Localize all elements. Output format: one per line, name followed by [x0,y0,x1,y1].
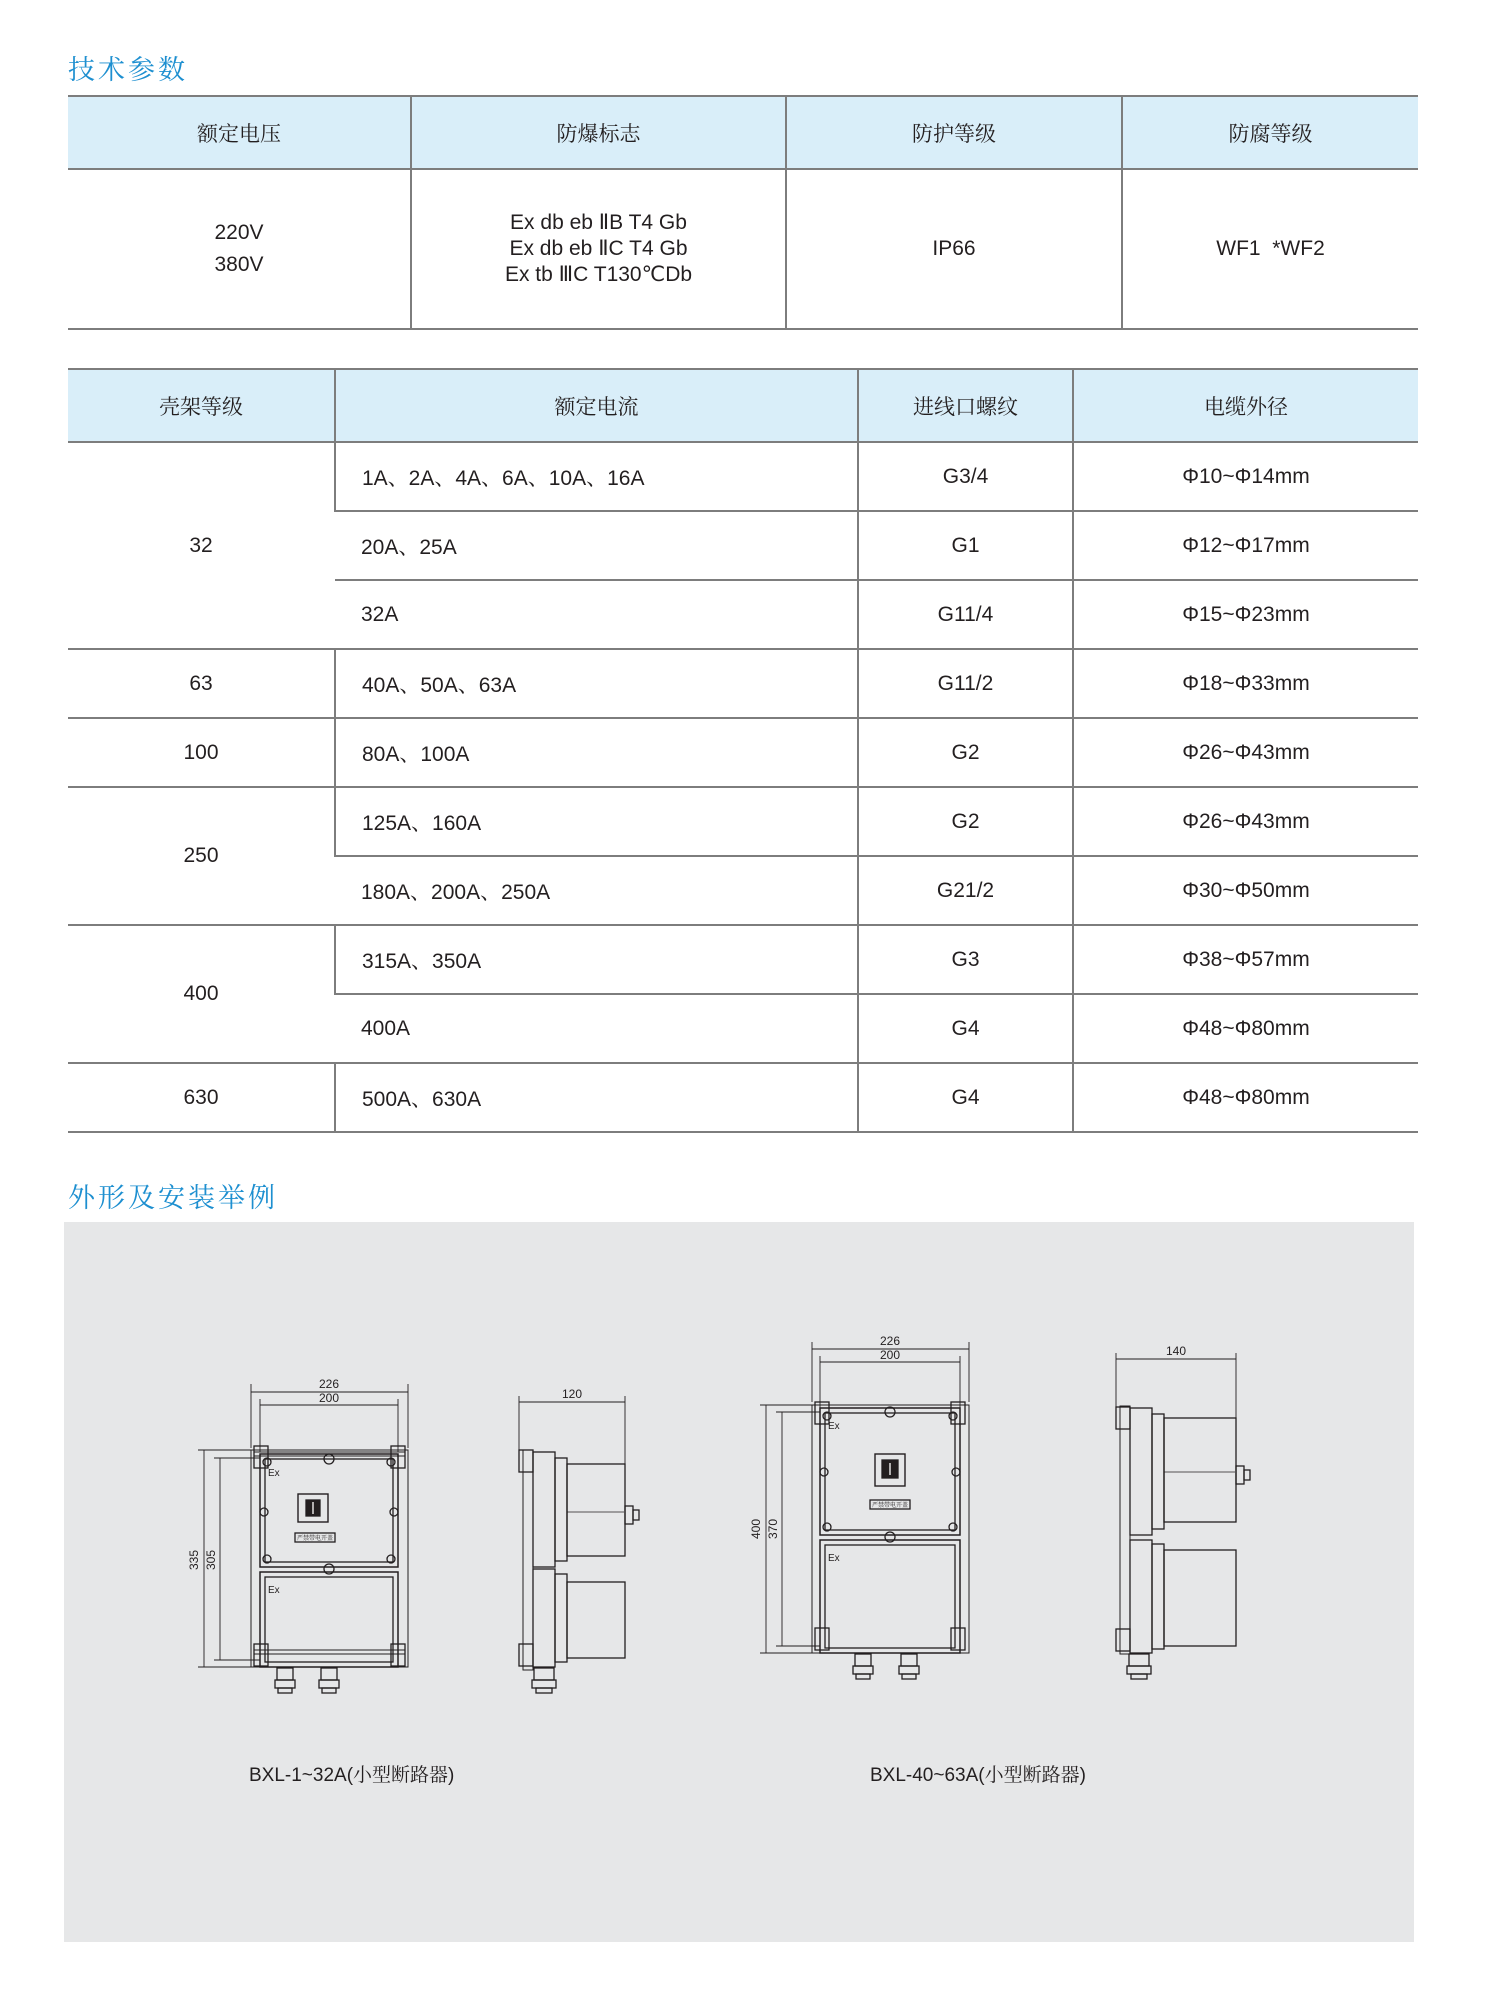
ip-rating-cell: IP66 [786,169,1122,329]
cable-diameter-cell: Φ12~Φ17mm [1073,511,1418,580]
inlet-thread-cell: G11/4 [858,580,1073,649]
large-front-dimensions [760,1342,969,1653]
large-inner-width-dim: 200 [879,1348,901,1362]
rated-current-cell: 500A、630A [335,1063,858,1132]
frame-grade-cell: 400 [68,925,335,1063]
small-side-dimensions [519,1396,625,1464]
tech-params-title: 技术参数 [68,55,188,86]
large-ex-mark-top: Ex [828,1421,840,1432]
cable-diameter-cell: Φ30~Φ50mm [1073,856,1418,925]
table-row [68,1063,1418,1132]
frame-grade-cell: 250 [68,787,335,925]
header-anticorrosion: 防腐等级 [1122,96,1418,169]
rated-current-cell: 125A、160A [335,787,858,856]
header-frame-grade: 壳架等级 [68,369,335,442]
inlet-thread-cell: G3 [858,925,1073,994]
rated-current-cell: 1A、2A、4A、6A、10A、16A [335,442,858,511]
header-ip-rating: 防护等级 [786,96,1122,169]
inlet-thread-cell: G1 [858,511,1073,580]
header-ex-marking: 防爆标志 [411,96,786,169]
table-row [68,442,1418,511]
voltage-value: 220V [214,221,264,244]
rated-current-cell: 32A [335,580,858,649]
large-depth-dim: 140 [1165,1344,1187,1358]
cable-diameter-cell: Φ48~Φ80mm [1073,994,1418,1063]
rated-current-cell: 315A、350A [335,925,858,994]
anticorrosion-cell: WF1 *WF2 [1122,169,1418,329]
ex-marking-line: Ex tb ⅢC T130℃Db [504,263,693,286]
large-outer-height-dim: 400 [749,1518,763,1540]
small-inner-width-dim: 200 [318,1391,340,1405]
cable-diameter-cell: Φ10~Φ14mm [1073,442,1418,511]
large-inner-height-dim: 370 [766,1518,780,1540]
table-row [68,787,1418,856]
ex-marking-cell [411,169,786,329]
small-ex-mark-bottom: Ex [268,1585,280,1596]
large-outer-width-dim: 226 [879,1334,901,1348]
inlet-thread-cell: G3/4 [858,442,1073,511]
cable-diameter-cell: Φ26~Φ43mm [1073,718,1418,787]
rated-current-cell: 400A [335,994,858,1063]
small-outer-width-dim: 226 [318,1377,340,1391]
frame-grade-cell: 100 [68,718,335,787]
small-inner-height-dim: 305 [204,1549,218,1571]
rated-current-cell: 20A、25A [335,511,858,580]
inlet-thread-cell: G4 [858,994,1073,1063]
inlet-thread-cell: G21/2 [858,856,1073,925]
large-side-view [1116,1406,1250,1679]
cable-diameter-cell: Φ48~Φ80mm [1073,1063,1418,1132]
ex-marking-line: Ex db eb ⅡC T4 Gb [509,237,688,260]
technical-drawings [64,1222,1414,1942]
frame-grade-cell: 63 [68,649,335,718]
appearance-title: 外形及安装举例 [68,1183,278,1214]
large-nameplate: 严禁带电开盖 [871,1503,909,1509]
large-ex-mark-bottom: Ex [828,1553,840,1564]
tech-params-table [68,95,1418,330]
header-cable-diameter: 电缆外径 [1073,369,1418,442]
installation-drawings [64,1222,1414,1942]
small-side-view [519,1450,639,1693]
ex-marking-line: Ex db eb ⅡB T4 Gb [510,211,687,234]
small-front-dimensions [198,1384,408,1667]
cable-diameter-cell: Φ38~Φ57mm [1073,925,1418,994]
rated-current-cell: 80A、100A [335,718,858,787]
frame-specs-table [68,368,1418,1133]
rated-voltage-cell [68,169,411,329]
inlet-thread-cell: G2 [858,787,1073,856]
small-nameplate: 严禁带电开盖 [296,1536,334,1542]
small-model-label: BXL-1~32A(小型断路器) [249,1765,455,1786]
inlet-thread-cell: G11/2 [858,649,1073,718]
header-rated-voltage: 额定电压 [68,96,411,169]
cable-diameter-cell: Φ26~Φ43mm [1073,787,1418,856]
table-row [68,649,1418,718]
small-outer-height-dim: 335 [187,1549,201,1571]
frame-grade-cell: 630 [68,1063,335,1132]
cable-diameter-cell: Φ15~Φ23mm [1073,580,1418,649]
cable-diameter-cell: Φ18~Φ33mm [1073,649,1418,718]
small-front-view [251,1446,408,1693]
header-inlet-thread: 进线口螺纹 [858,369,1073,442]
inlet-thread-cell: G2 [858,718,1073,787]
inlet-thread-cell: G4 [858,1063,1073,1132]
large-model-label: BXL-40~63A(小型断路器) [870,1765,1086,1786]
rated-current-cell: 40A、50A、63A [335,649,858,718]
small-depth-dim: 120 [561,1387,583,1401]
voltage-value: 380V [214,253,264,276]
large-front-view [812,1402,969,1679]
rated-current-cell: 180A、200A、250A [335,856,858,925]
table-row [68,718,1418,787]
frame-grade-cell: 32 [68,442,335,649]
small-ex-mark-top: Ex [268,1468,280,1479]
header-rated-current: 额定电流 [335,369,858,442]
table-row [68,925,1418,994]
